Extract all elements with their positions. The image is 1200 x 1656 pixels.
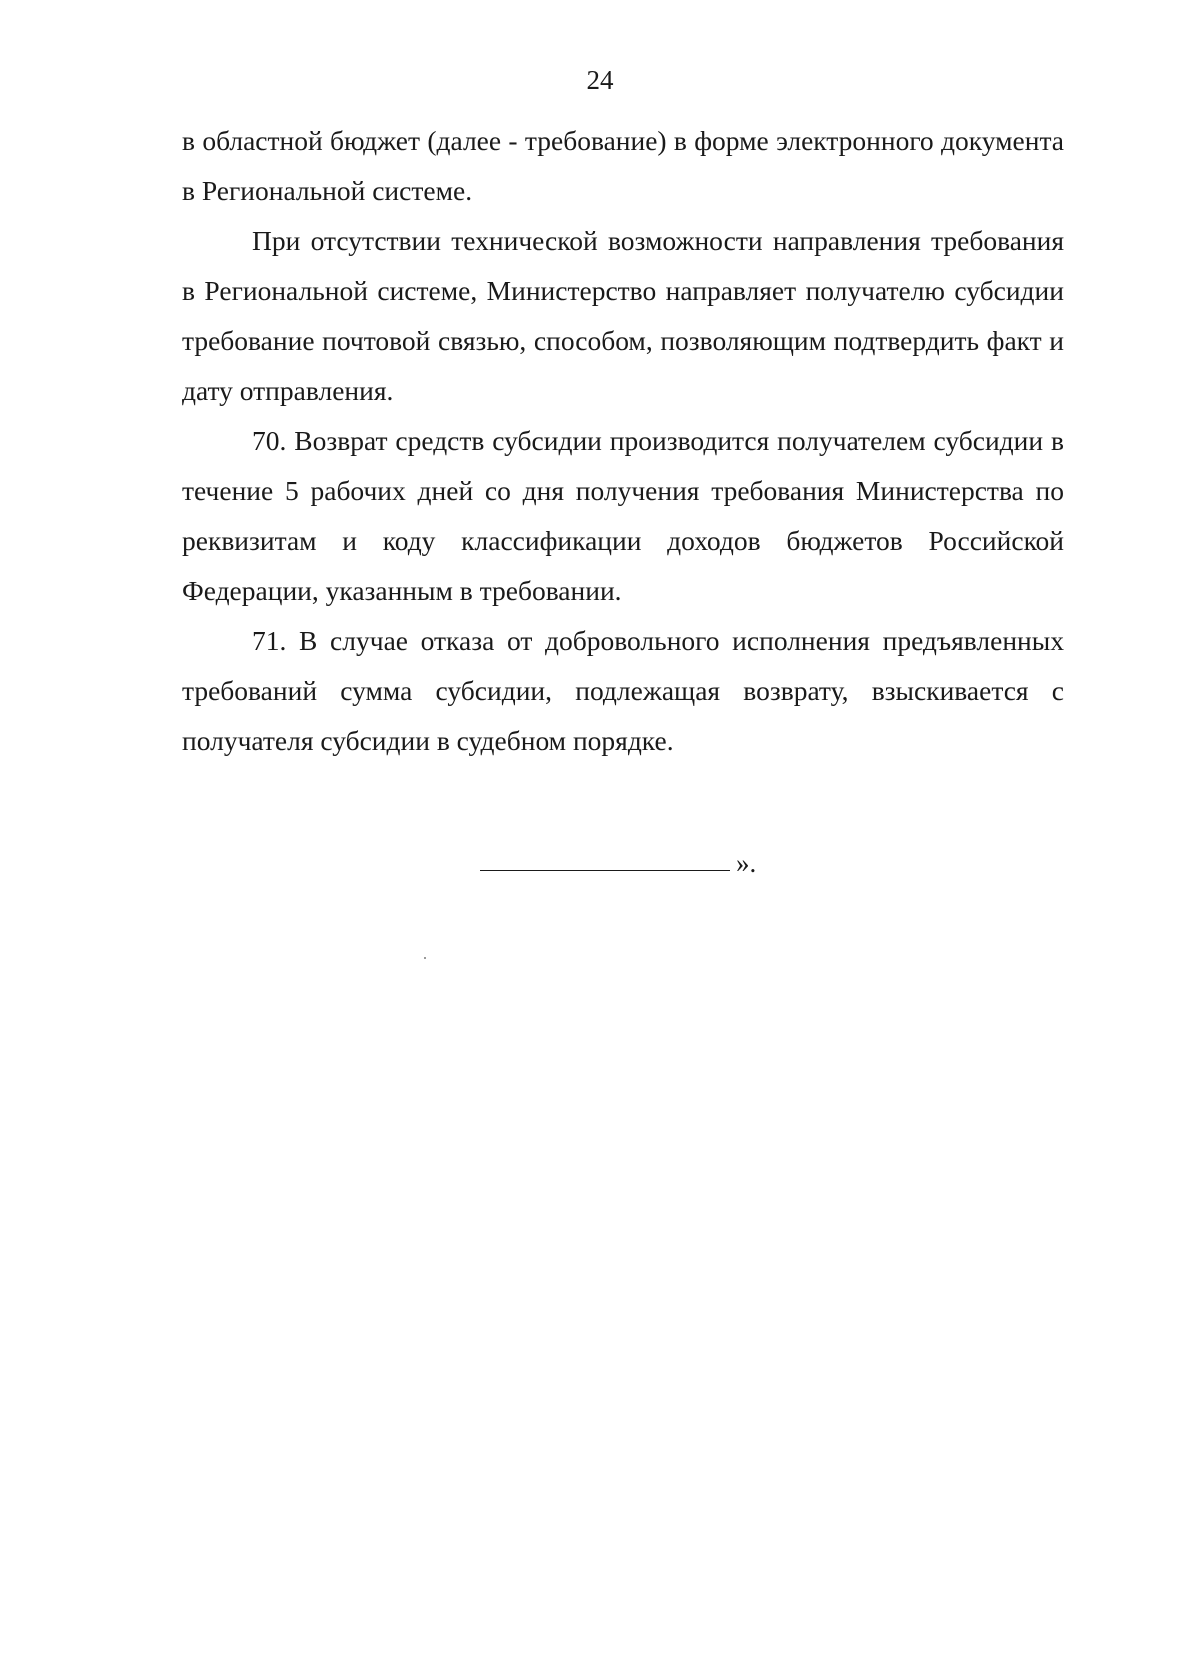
paragraph-continuation: в областной бюджет (далее - требование) в форме электронного документа в Региональной системе.: [182, 125, 1064, 206]
page-number: 24: [586, 65, 614, 95]
end-separator-line: [480, 870, 730, 871]
document-body: [182, 116, 1064, 766]
paragraph-70: 70. Возврат средств субсидии производится получателем субсидии в течение 5 рабочих дней со дня получения требования Министерства по реквизитам и коду классификации доходов бюджетов Российской Федерации, указанным в требовании.: [182, 425, 1064, 606]
scan-speck: [424, 957, 426, 959]
document-end-mark: [480, 848, 756, 878]
paragraph-71: 71. В случае отказа от добровольного исполнения предъявленных требований сумма субсидии, подлежащая возврату, взыскивается с получателя субсидии в судебном порядке.: [182, 625, 1064, 756]
paragraph-no-technical-possibility: При отсутствии технической возможности направления требования в Региональной системе, Министерство направляет получателю субсидии требование почтовой связью, способом, позволяющим подтвердить факт и дату отправления.: [182, 225, 1064, 406]
closing-quote: ».: [736, 848, 757, 878]
